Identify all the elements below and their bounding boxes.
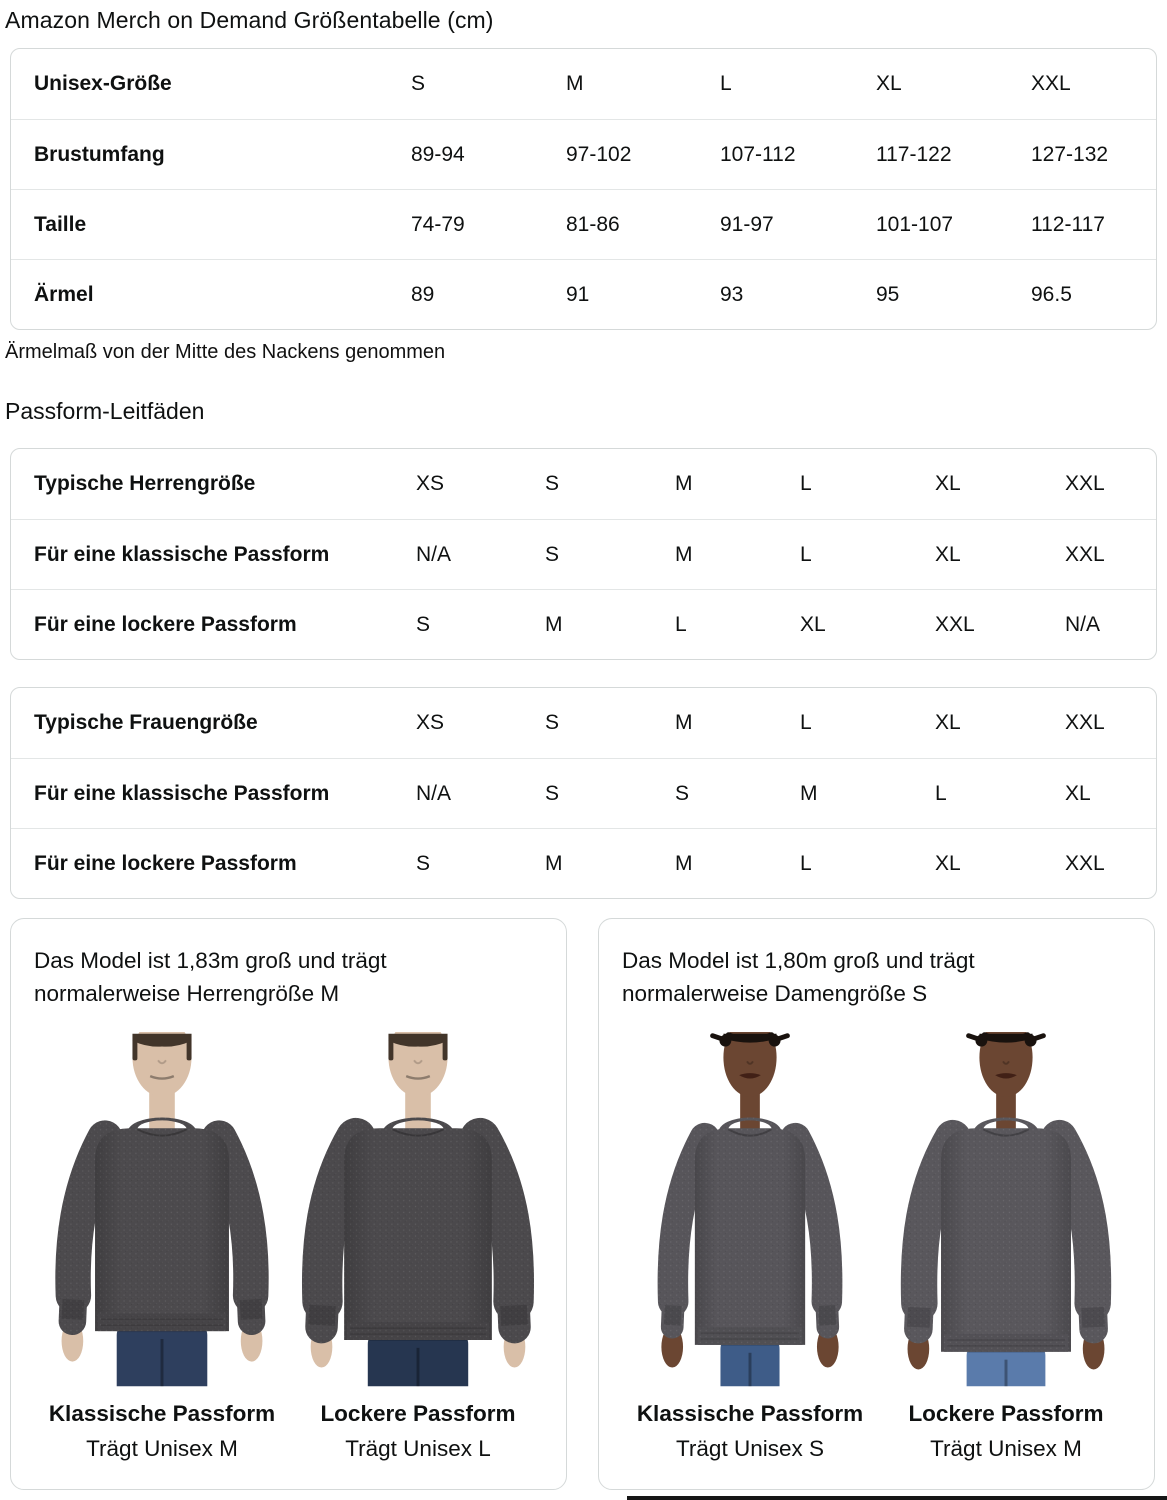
size-cell: 91 bbox=[566, 259, 720, 329]
size-cell: XL bbox=[876, 72, 902, 95]
size-cell: 81-86 bbox=[566, 189, 720, 259]
row-label: Taille bbox=[11, 189, 411, 259]
figure-classic-fit bbox=[34, 1032, 290, 1462]
size-cell: XL bbox=[935, 472, 961, 495]
figure-loose-fit bbox=[290, 1032, 546, 1462]
size-cell: S bbox=[545, 519, 675, 589]
size-cell: M bbox=[566, 72, 584, 95]
table-row-sleeve bbox=[11, 259, 1156, 329]
size-cell: XS bbox=[416, 711, 445, 734]
model-description: Das Model ist 1,80m groß und trägt normalerweise Damengröße S bbox=[622, 948, 975, 1006]
size-cell: XXL bbox=[935, 589, 1065, 659]
size-cell: XXL bbox=[1031, 72, 1071, 95]
row-label: Ärmel bbox=[11, 259, 411, 329]
model-cards-row bbox=[10, 918, 1157, 1490]
table-row-typical-womens-size bbox=[11, 688, 1156, 758]
size-cell: XL bbox=[800, 589, 935, 659]
size-label: Trägt Unisex M bbox=[930, 1436, 1082, 1461]
table-row-loose-fit bbox=[11, 828, 1156, 898]
fit-label: Klassische Passform bbox=[48, 1401, 276, 1426]
size-cell: 95 bbox=[876, 259, 1031, 329]
table-row-classic-fit bbox=[11, 519, 1156, 589]
size-cell: 107-112 bbox=[720, 119, 876, 189]
model-figures bbox=[34, 1032, 546, 1462]
size-cell: N/A bbox=[1065, 589, 1156, 659]
size-cell: L bbox=[675, 589, 800, 659]
size-cell: S bbox=[416, 828, 545, 898]
model-photo-female-loose bbox=[878, 1032, 1134, 1388]
size-cell: M bbox=[675, 519, 800, 589]
size-cell: 91-97 bbox=[720, 189, 876, 259]
size-cell: L bbox=[720, 72, 732, 95]
womens-model-card bbox=[598, 918, 1155, 1490]
size-cell: XS bbox=[416, 472, 445, 495]
womens-fit-table bbox=[10, 687, 1157, 899]
size-cell: L bbox=[800, 711, 812, 734]
size-cell: M bbox=[545, 828, 675, 898]
size-cell: XL bbox=[935, 519, 1065, 589]
size-cell: 93 bbox=[720, 259, 876, 329]
size-cell: S bbox=[545, 711, 560, 734]
row-label: Für eine lockere Passform bbox=[11, 828, 416, 898]
cutoff-element bbox=[627, 1496, 1167, 1500]
size-cell: L bbox=[800, 828, 935, 898]
size-cell: 117-122 bbox=[876, 119, 1031, 189]
figure-caption bbox=[878, 1401, 1134, 1462]
size-cell: M bbox=[545, 589, 675, 659]
size-cell: 89-94 bbox=[411, 119, 566, 189]
size-cell: M bbox=[675, 828, 800, 898]
table-row-chest bbox=[11, 119, 1156, 189]
size-cell: XL bbox=[1065, 758, 1156, 828]
model-photo-male-classic bbox=[34, 1032, 290, 1388]
figure-loose-fit bbox=[878, 1032, 1134, 1462]
row-label: Typische Frauengröße bbox=[34, 711, 258, 734]
page-title: Amazon Merch on Demand Größentabelle (cm) bbox=[5, 7, 494, 33]
fit-label: Klassische Passform bbox=[636, 1401, 864, 1426]
fit-label: Lockere Passform bbox=[320, 1401, 516, 1426]
size-cell: XXL bbox=[1065, 519, 1156, 589]
table-row-classic-fit bbox=[11, 758, 1156, 828]
table-row-loose-fit bbox=[11, 589, 1156, 659]
size-cell: S bbox=[545, 472, 560, 495]
size-cell: L bbox=[800, 519, 935, 589]
size-cell: S bbox=[411, 72, 426, 95]
size-cell: 97-102 bbox=[566, 119, 720, 189]
model-photo-female-classic bbox=[622, 1032, 878, 1388]
row-label: Brustumfang bbox=[11, 119, 411, 189]
size-cell: XL bbox=[935, 711, 961, 734]
mens-model-card bbox=[10, 918, 567, 1490]
table-row-waist bbox=[11, 189, 1156, 259]
model-figures bbox=[622, 1032, 1134, 1462]
row-label: Für eine lockere Passform bbox=[11, 589, 416, 659]
size-cell: N/A bbox=[416, 758, 545, 828]
row-label: Typische Herrengröße bbox=[34, 472, 256, 495]
size-cell: S bbox=[675, 758, 800, 828]
table-row-unisex-size bbox=[11, 49, 1156, 119]
figure-caption bbox=[290, 1401, 546, 1462]
fit-guides-title: Passform-Leitfäden bbox=[5, 398, 205, 424]
model-description: Das Model ist 1,83m groß und trägt normalerweise Herrengröße M bbox=[34, 948, 387, 1006]
unisex-size-table bbox=[10, 48, 1157, 330]
size-cell: L bbox=[800, 472, 812, 495]
row-label: Unisex-Größe bbox=[34, 72, 172, 95]
size-cell: 74-79 bbox=[411, 189, 566, 259]
size-label: Trägt Unisex M bbox=[86, 1436, 238, 1461]
size-cell: XXL bbox=[1065, 828, 1156, 898]
size-cell: XXL bbox=[1065, 472, 1105, 495]
size-cell: M bbox=[675, 711, 693, 734]
size-cell: 112-117 bbox=[1031, 189, 1156, 259]
size-cell: 101-107 bbox=[876, 189, 1031, 259]
figure-caption bbox=[34, 1401, 290, 1462]
size-cell: M bbox=[800, 758, 935, 828]
mens-fit-table bbox=[10, 448, 1157, 660]
row-label: Für eine klassische Passform bbox=[11, 519, 416, 589]
size-cell: N/A bbox=[416, 519, 545, 589]
size-label: Trägt Unisex S bbox=[676, 1436, 824, 1461]
size-cell: S bbox=[545, 758, 675, 828]
size-cell: M bbox=[675, 472, 693, 495]
size-cell: 96.5 bbox=[1031, 259, 1156, 329]
fit-label: Lockere Passform bbox=[908, 1401, 1104, 1426]
figure-classic-fit bbox=[622, 1032, 878, 1462]
size-cell: L bbox=[935, 758, 1065, 828]
size-cell: 89 bbox=[411, 259, 566, 329]
size-label: Trägt Unisex L bbox=[345, 1436, 491, 1461]
size-cell: XXL bbox=[1065, 711, 1105, 734]
table-row-typical-mens-size bbox=[11, 449, 1156, 519]
model-photo-male-loose bbox=[290, 1032, 546, 1388]
size-cell: 127-132 bbox=[1031, 119, 1156, 189]
figure-caption bbox=[622, 1401, 878, 1462]
row-label: Für eine klassische Passform bbox=[11, 758, 416, 828]
sleeve-measure-note: Ärmelmaß von der Mitte des Nackens genommen bbox=[5, 341, 446, 363]
size-cell: XL bbox=[935, 828, 1065, 898]
size-cell: S bbox=[416, 589, 545, 659]
